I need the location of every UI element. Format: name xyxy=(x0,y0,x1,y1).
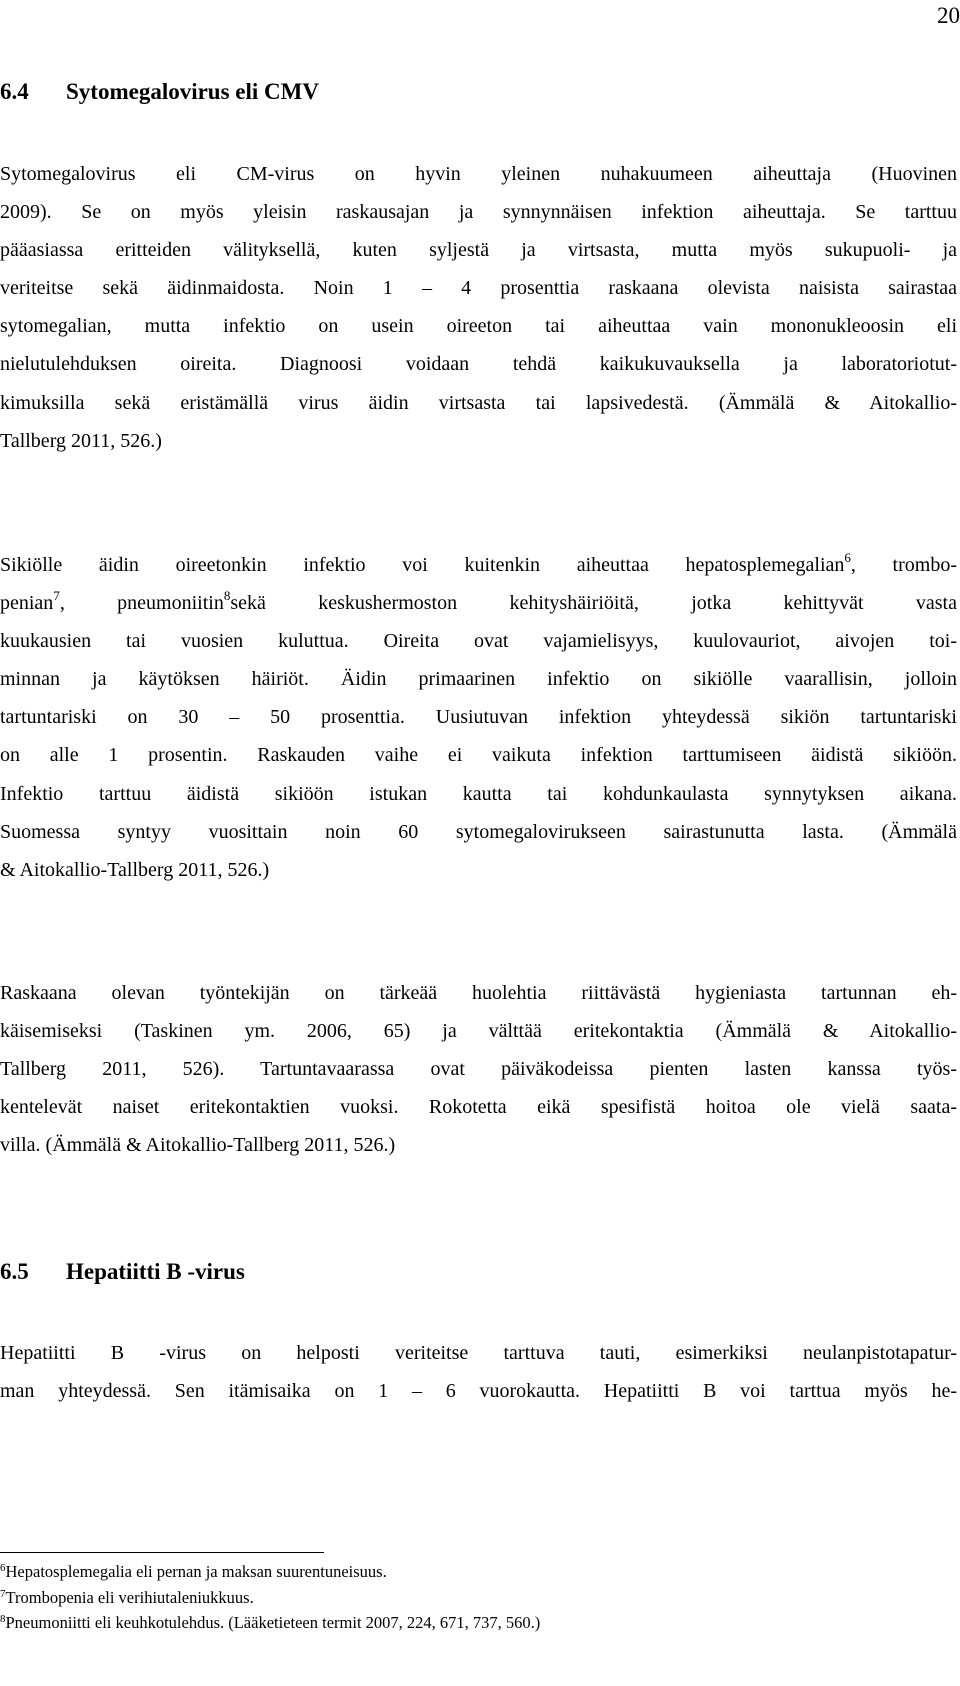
text-line: kuukausien tai vuosien kuluttua. Oireita ovat vajamielisyys, kuulovauriot, aivojen toi- xyxy=(0,630,957,653)
text-line: käisemiseksi (Taskinen ym. 2006, 65) ja välttää eritekontaktia (Ämmälä & Aitokallio- xyxy=(0,1020,957,1043)
page-number: 20 xyxy=(937,3,960,28)
text-line: Tallberg 2011, 526.) xyxy=(0,429,162,452)
text-line: man yhteydessä. Sen itämisaika on 1 – 6 vuorokautta. Hepatiitti B voi tarttua myös he- xyxy=(0,1380,957,1403)
text-line: sytomegalian, mutta infektio on usein oireeton tai aiheuttaa vain mononukleoosin eli xyxy=(0,315,957,338)
text-line: villa. (Ämmälä & Aitokallio-Tallberg 2011, 526.) xyxy=(0,1134,396,1157)
footnote-8 xyxy=(0,1610,957,1636)
footnote-mark: 8 xyxy=(0,1613,6,1625)
text-line: & Aitokallio-Tallberg 2011, 526.) xyxy=(0,858,270,881)
text-line: Infektio tarttuu äidistä sikiöön istukan kautta tai kohdunkaulasta synnytyksen aikana. xyxy=(0,782,957,805)
section-number: 6.4 xyxy=(0,79,29,104)
text-line xyxy=(0,546,957,584)
paragraph-cmv-fetal-risk xyxy=(0,546,957,889)
paragraph-cmv-prevention xyxy=(0,974,957,1164)
text-line: Sytomegalovirus eli CM-virus on hyvin yleinen nuhakuumeen aiheuttaja (Huovinen xyxy=(0,163,957,185)
text-line: Raskaana olevan työntekijän on tärkeää huolehtia riittävästä hygieniasta tartunnan eh- xyxy=(0,982,957,1004)
paragraph-hepatitis-b xyxy=(0,1334,957,1410)
text-line: nielutulehduksen oireita. Diagnoosi voidaan tehdä kaikukuvauksella ja laboratoriotut- xyxy=(0,353,957,376)
footnote-ref-7[interactable]: 7 xyxy=(53,588,60,604)
text-fragment: sekä keskushermoston kehityshäiriöitä, jotka kehittyvät vasta xyxy=(230,592,957,615)
footnotes xyxy=(0,1559,957,1636)
text-line: pääasiassa eritteiden välityksellä, kuten syljestä ja virtsasta, mutta myös sukupuoli- ja xyxy=(0,239,957,262)
section-number: 6.5 xyxy=(0,1259,29,1284)
footnote-mark: 6 xyxy=(0,1562,6,1574)
text-line: Suomessa syntyy vuosittain noin 60 sytomegalovirukseen sairastunutta lasta. (Ämmälä xyxy=(0,820,957,843)
section-heading-6-5 xyxy=(0,1258,245,1286)
footnote-text: Pneumoniitti eli keuhkotulehdus. (Lääketieteen termit 2007, 224, 671, 737, 560.) xyxy=(5,1613,541,1632)
text-line: veriteitse sekä äidinmaidosta. Noin 1 – 4 prosenttia raskaana olevista naisista sairastaa xyxy=(0,277,957,300)
section-title: Hepatiitti B -virus xyxy=(66,1259,245,1284)
text-fragment: Sikiölle äidin oireetonkin infektio voi kuitenkin aiheuttaa hepatosplemegalian xyxy=(0,554,845,576)
text-line: 2009). Se on myös yleisin raskausajan ja synnynnäisen infektion aiheuttaja. Se tarttuu xyxy=(0,201,957,224)
footnote-6 xyxy=(0,1559,957,1585)
footnote-text: Trombopenia eli verihiutaleniukkuus. xyxy=(5,1587,254,1607)
footnote-separator xyxy=(0,1552,324,1553)
footnote-ref-8[interactable]: 8 xyxy=(223,588,231,604)
text-line: kentelevät naiset eritekontaktien vuoksi. Rokotetta eikä spesifistä hoitoa ole vielä saata- xyxy=(0,1096,957,1119)
text-fragment: , pneumoniitin xyxy=(59,592,224,615)
text-line: Tallberg 2011, 526). Tartuntavaarassa ovat päiväkodeissa pienten lasten kanssa työs- xyxy=(0,1058,957,1081)
footnote-7 xyxy=(0,1585,957,1611)
footnote-text: Hepatosplemegalia eli pernan ja maksan suurentuneisuus. xyxy=(5,1562,387,1581)
text-line: minnan ja käytöksen häiriöt. Äidin primaarinen infektio on sikiölle vaarallisin, jolloin xyxy=(0,668,957,691)
footnote-mark: 7 xyxy=(0,1587,6,1600)
text-line: tartuntariski on 30 – 50 prosenttia. Uusiutuvan infektion yhteydessä sikiön tartuntariski xyxy=(0,706,957,729)
text-line: kimuksilla sekä eristämällä virus äidin virtsasta tai lapsivedestä. (Ämmälä & Aitokallio- xyxy=(0,391,957,414)
paragraph-cmv-intro xyxy=(0,155,957,460)
text-line: Hepatiitti B -virus on helposti veriteitse tarttuva tauti, esimerkiksi neulanpistotapatur- xyxy=(0,1342,957,1364)
footnote-ref-6[interactable]: 6 xyxy=(844,550,851,565)
section-heading-6-4 xyxy=(0,78,319,106)
text-fragment: , trombo- xyxy=(850,554,957,576)
text-line: on alle 1 prosentin. Raskauden vaihe ei vaikuta infektion tarttumiseen äidistä sikiöön. xyxy=(0,744,957,767)
text-fragment: penian xyxy=(0,592,54,615)
section-title: Sytomegalovirus eli CMV xyxy=(66,79,319,104)
text-line xyxy=(0,584,957,622)
